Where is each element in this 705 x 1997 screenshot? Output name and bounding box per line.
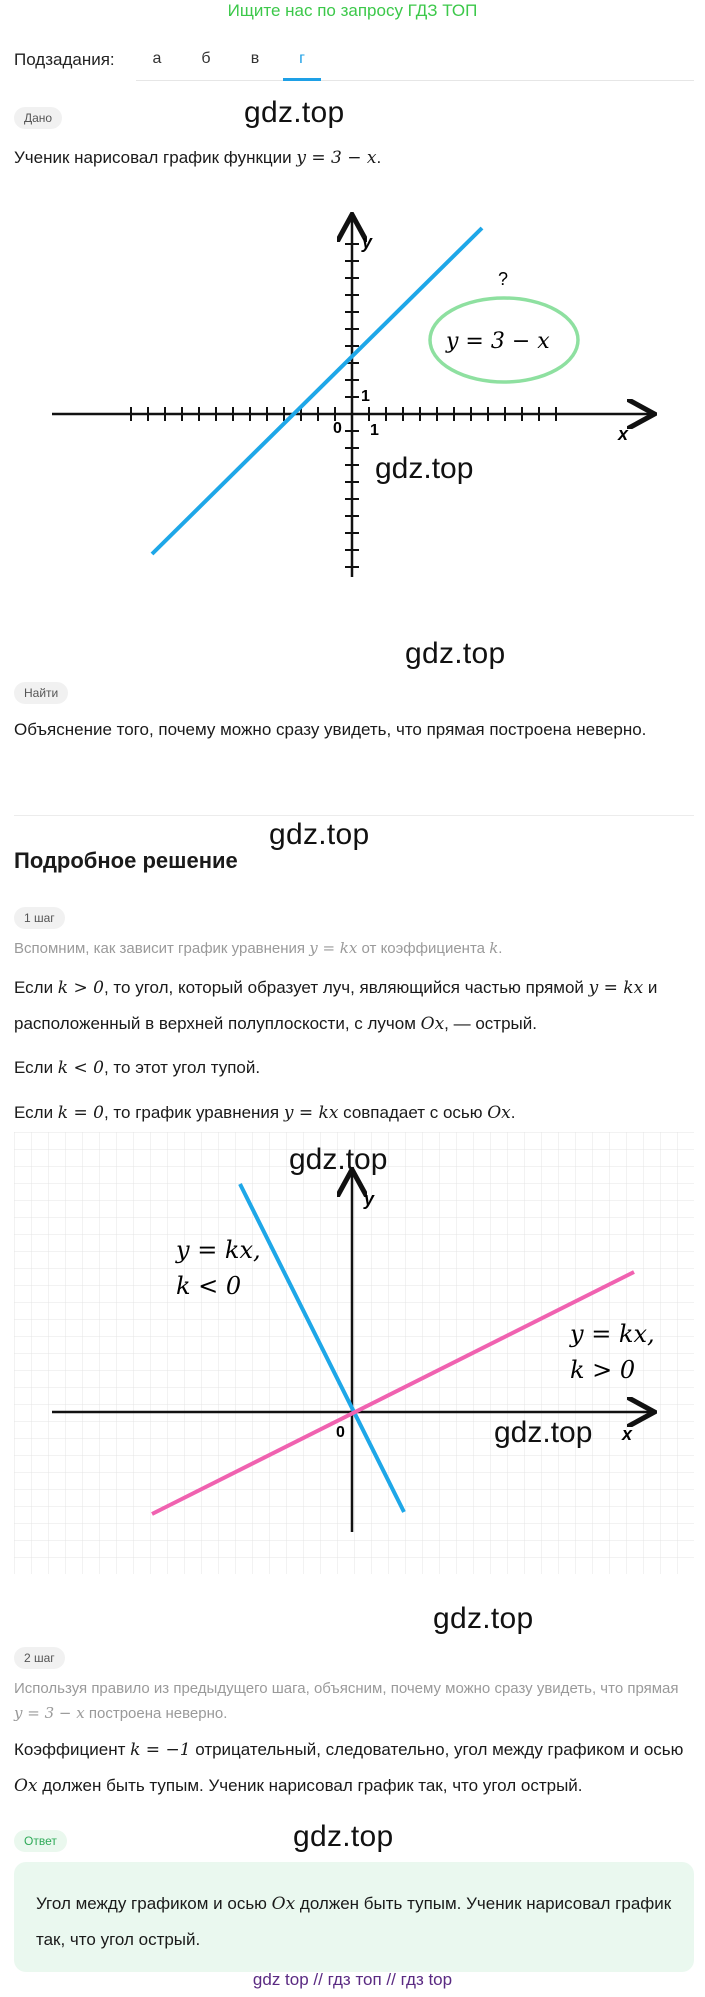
y-unit-label: 1 [361,388,370,405]
graph-kx-rules [14,1132,694,1574]
watermark: gdz.top [375,452,474,485]
x-unit-label: 1 [370,422,379,439]
answer-text: Угол между графиком и осью Ox должен быть тупым. Ученик нарисовал график так, что угол острый. [36,1894,672,1949]
student-line [152,228,482,554]
watermark: gdz.top [244,96,345,129]
watermark: gdz.top [494,1416,593,1449]
tabs-divider [136,80,694,81]
active-tab-indicator [283,78,321,81]
subtasks-label: Подзадания: [14,50,115,69]
footer-links[interactable]: gdz top // гдз топ // гдз top [252,1970,453,1989]
search-banner[interactable]: Ищите нас по запросу ГДЗ ТОП [227,1,478,20]
watermark: gdz.top [269,818,370,851]
origin-label: 0 [336,1424,345,1441]
watermark: gdz.top [405,637,506,670]
step1-chip: 1 шаг [14,907,65,929]
step1-intro: Вспомним, как зависит график уравнения y = kx от коэффициента k. [14,939,503,957]
axis-ticks [131,244,556,567]
y-axis-label: y [362,232,373,252]
origin-label: 0 [333,420,342,437]
neg-label-line1: y = kx, [176,1236,261,1264]
step2-chip: 2 шаг [14,1647,65,1669]
given-text: Ученик нарисовал график функции y = 3 − x. [14,148,382,168]
tab-b[interactable]: б [201,50,211,67]
grid-background [14,1132,694,1574]
find-text: Объяснение того, почему можно сразу увидеть, что прямая построена неверно. [14,720,647,739]
watermark: gdz.top [433,1602,534,1635]
rule-k-positive: Если k > 0, то угол, который образует луч, являющийся частью прямой y = kx и расположенный в верхней полуплоскости, с лучом Ox, — острый. [14,978,658,1034]
x-axis-label: x [618,424,629,444]
tab-a[interactable]: а [152,50,162,67]
neg-label-line2: k < 0 [176,1272,242,1300]
y-axis-label: y [364,1189,375,1209]
ellipse-formula: y = 3 − x [446,329,550,354]
watermark: gdz.top [293,1820,394,1853]
graph-wrong-line [0,185,705,595]
find-chip: Найти [14,682,68,704]
x-axis-label: x [622,1424,633,1444]
answer-chip: Ответ [14,1830,67,1852]
pos-label-line1: y = kx, [570,1320,655,1348]
section-divider [14,815,694,816]
rule-k-negative: Если k < 0, то этот угол тупой. [14,1058,261,1078]
tab-g[interactable]: г [299,50,305,67]
solution-title: Подробное решение [14,848,238,873]
tab-v[interactable]: в [250,50,260,67]
rule-k-zero: Если k = 0, то график уравнения y = kx совпадает с осью Ox. [14,1103,516,1123]
watermark: gdz.top [289,1143,388,1176]
question-mark: ? [498,269,509,289]
step2-intro: Используя правило из предыдущего шага, объясним, почему можно сразу увидеть, что прямая y = 3 − x построена неверно. [14,1680,679,1722]
step2-text: Коэффициент k = −1 отрицательный, следовательно, угол между графиком и осью Ox должен быть тупым. Ученик нарисовал график так, что угол острый. [14,1740,684,1796]
pos-label-line2: k > 0 [570,1356,636,1384]
given-chip: Дано [14,107,62,129]
